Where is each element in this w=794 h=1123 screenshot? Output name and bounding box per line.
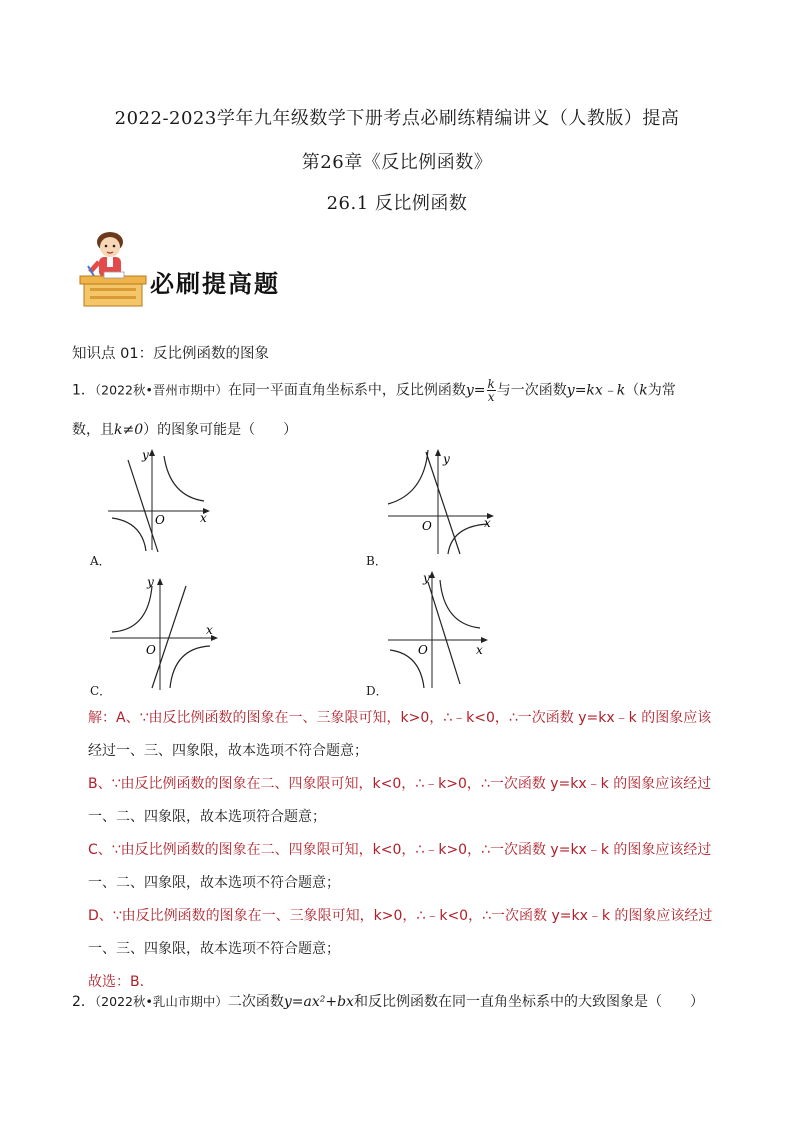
kp-prefix: 知识点 bbox=[72, 346, 116, 362]
graph-option-d bbox=[380, 568, 500, 690]
q2-function: y=ax²+bx bbox=[283, 994, 354, 1010]
q1-number: 1． bbox=[72, 382, 95, 399]
solution-line: 一、三、四象限，故本选项不符合题意； bbox=[88, 941, 340, 957]
q1-text-f: ）的图象可能是（ ） bbox=[143, 422, 298, 438]
origin-label: O bbox=[155, 513, 165, 527]
question-1-line-1 bbox=[72, 378, 732, 403]
knowledge-point-heading bbox=[72, 342, 269, 363]
solution-line: B、∵由反比例函数的图象在二、四象限可知，k<0，∴﹣k>0，∴一次函数 y=kx﹣k 的图象应该经过 bbox=[88, 776, 712, 792]
q2-source: （2022秋•乳山市期中） bbox=[94, 994, 228, 1009]
q2-text-b: 和反比例函数在同一直角坐标系中的大致图象是（ ） bbox=[353, 994, 704, 1010]
q1-text-e: 数，且 bbox=[72, 422, 114, 438]
student-illustration-icon bbox=[78, 228, 158, 312]
q1-text-c: （ bbox=[625, 382, 640, 399]
doc-title: 2022-2023学年九年级数学下册考点必刷练精编讲义（人教版）提高 bbox=[114, 108, 680, 129]
chapter-title: 第26章《反比例函数》 bbox=[301, 152, 493, 173]
q1-text-b: 与一次函数 bbox=[496, 382, 567, 399]
option-d-label: D． bbox=[366, 684, 388, 698]
axis-x-label: x bbox=[484, 516, 491, 530]
graph-option-c bbox=[102, 572, 226, 692]
q2-number: 2． bbox=[72, 994, 95, 1010]
axis-x-label: x bbox=[206, 623, 213, 637]
option-c-label: C． bbox=[90, 684, 112, 698]
q1-k: k bbox=[639, 382, 648, 399]
axis-y-label: y bbox=[147, 575, 154, 589]
kp-number: 01 bbox=[120, 346, 139, 362]
origin-label: O bbox=[418, 643, 428, 657]
solution-line: 经过一、三、四象限，故本选项不符合题意； bbox=[88, 743, 368, 759]
fraction-numerator: k bbox=[487, 377, 495, 391]
section-title: 26.1 反比例函数 bbox=[326, 193, 468, 214]
solution-line: 解：A、∵由反比例函数的图象在一、三象限可知，k>0，∴﹣k<0，∴一次函数 y=kx﹣k 的图象应该 bbox=[88, 710, 712, 726]
axis-y-label: y bbox=[423, 571, 430, 585]
q1-text-d: 为常 bbox=[647, 382, 676, 399]
axis-y-label: y bbox=[142, 448, 149, 462]
axis-x-label: x bbox=[200, 511, 207, 525]
question-2 bbox=[72, 992, 732, 1012]
q1-condition: k≠0 bbox=[114, 422, 144, 438]
solution-line: 一、二、四象限，故本选项不符合题意； bbox=[88, 875, 340, 891]
axis-y-label: y bbox=[443, 452, 450, 466]
q1-y-eq: y= bbox=[465, 382, 486, 399]
origin-label: O bbox=[422, 519, 432, 533]
solution-answer: 故选：B. bbox=[88, 974, 145, 990]
q2-text-a: 二次函数 bbox=[227, 994, 284, 1010]
solution-line: D、∵由反比例函数的图象在一、三象限可知，k>0，∴﹣k<0，∴一次函数 y=kx﹣k 的图象应该经过 bbox=[88, 908, 713, 924]
origin-label: O bbox=[146, 643, 156, 657]
practice-banner bbox=[78, 228, 318, 312]
kp-text: ：反比例函数的图象 bbox=[138, 346, 270, 362]
banner-title: 必刷提高题 bbox=[150, 269, 280, 298]
q1-fraction bbox=[487, 378, 496, 403]
solution-line: C、∵由反比例函数的图象在二、四象限可知，k<0，∴﹣k>0，∴一次函数 y=kx﹣k 的图象应该经过 bbox=[88, 842, 712, 858]
axis-x-label: x bbox=[476, 643, 483, 657]
q1-text-a: 在同一平面直角坐标系中，反比例函数 bbox=[227, 382, 466, 399]
solution-line: 一、二、四象限，故本选项符合题意； bbox=[88, 809, 326, 825]
option-a-label: A． bbox=[90, 554, 111, 568]
graph-option-a bbox=[100, 446, 220, 554]
q1-linear-function: y=kx﹣k bbox=[566, 382, 626, 399]
graph-option-b bbox=[380, 446, 500, 556]
question-1-line-2 bbox=[72, 420, 732, 440]
solution-block bbox=[88, 702, 738, 999]
fraction-denominator: x bbox=[487, 390, 495, 404]
option-b-label: B． bbox=[366, 554, 387, 568]
q1-source: （2022秋•晋州市期中） bbox=[94, 382, 228, 398]
